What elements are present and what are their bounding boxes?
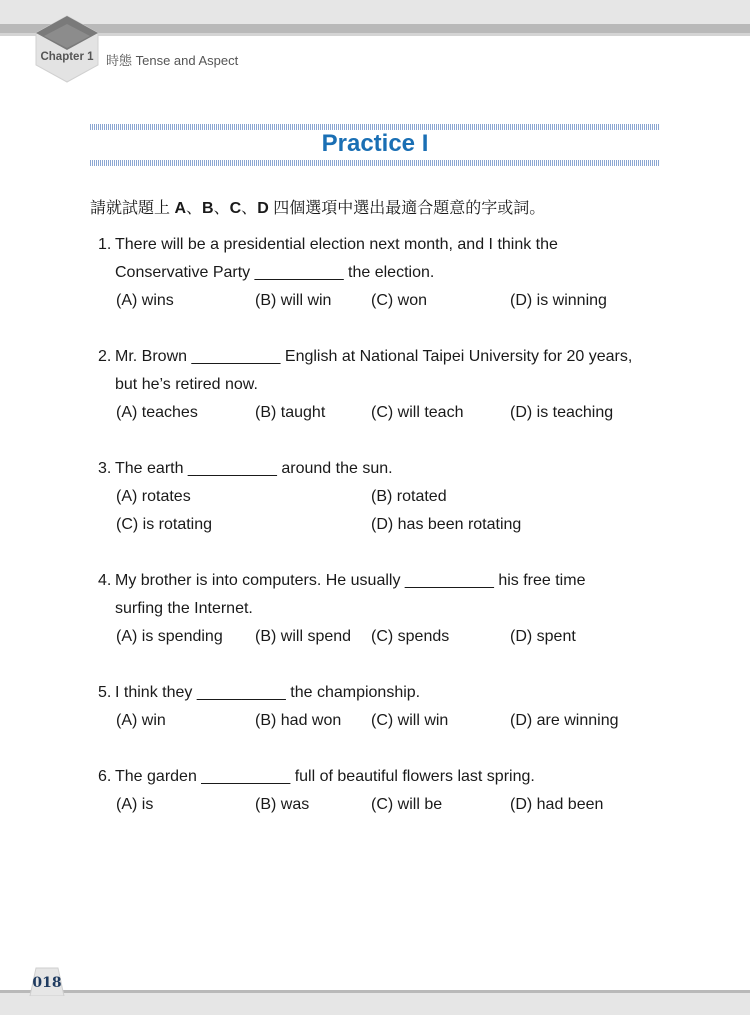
option-d: (D) is winning	[510, 292, 607, 309]
option-a: (A) wins	[116, 292, 174, 309]
instruction-text: 請就試題上 A、B、C、D 四個選項中選出最適合題意的字或詞。	[90, 200, 546, 217]
option-d: (D) spent	[510, 628, 576, 645]
question-text: I think they __________ the championship.	[115, 684, 421, 701]
instruction-letter-c: C	[229, 200, 242, 217]
option-d: (D) are winning	[510, 712, 619, 729]
page-number: 018	[32, 975, 62, 991]
header-rule-light	[0, 33, 750, 36]
question-number: 6.	[98, 768, 112, 785]
option-a: (A) is spending	[116, 628, 223, 645]
option-c: (C) will teach	[371, 404, 464, 421]
option-c: (C) will win	[371, 712, 449, 729]
question-number: 2.	[98, 348, 112, 365]
question-text: but he’s retired now.	[115, 376, 258, 393]
option-a: (A) win	[116, 712, 166, 729]
question-text: Mr. Brown __________ English at National Taipei University for 20 years,	[115, 348, 633, 365]
question-number: 5.	[98, 684, 112, 701]
option-b: (B) will spend	[255, 628, 352, 645]
chapter-label: Chapter 1	[40, 51, 94, 63]
option-c: (C) won	[371, 292, 428, 309]
question-number: 1.	[98, 236, 112, 253]
option-a: (A) is	[116, 796, 154, 813]
option-b: (B) was	[255, 796, 310, 813]
option-d: (D) has been rotating	[371, 516, 522, 533]
option-b: (B) taught	[255, 404, 326, 421]
question-text: My brother is into computers. He usually __________ his free time	[115, 572, 586, 589]
option-b: (B) will win	[255, 292, 332, 309]
question-text: The earth __________ around the sun.	[115, 460, 393, 477]
question-text: The garden __________ full of beautiful flowers last spring.	[115, 768, 535, 785]
chapter-title: 時態 Tense and Aspect	[106, 53, 239, 68]
instruction-letter-d: D	[257, 200, 269, 217]
option-d: (D) had been	[510, 796, 604, 813]
header-band	[0, 0, 750, 24]
option-a: (A) rotates	[116, 488, 191, 505]
option-c: (C) will be	[371, 796, 443, 813]
question-text: There will be a presidential election next month, and I think the	[115, 236, 558, 253]
option-c: (C) spends	[371, 628, 450, 645]
header-rule	[0, 24, 750, 33]
option-d: (D) is teaching	[510, 404, 614, 421]
page-title: Practice I	[321, 130, 429, 157]
option-a: (A) teaches	[116, 404, 198, 421]
question-number: 3.	[98, 460, 112, 477]
option-c: (C) is rotating	[116, 516, 213, 533]
question-number: 4.	[98, 572, 112, 589]
question-text: surfing the Internet.	[115, 600, 253, 617]
footer-band	[0, 993, 750, 1015]
instruction-letter-a: A	[174, 200, 187, 217]
instruction-prefix: 請就試題上	[90, 200, 175, 217]
chapter-hexagon-icon	[34, 14, 100, 84]
question-text: Conservative Party __________ the election.	[115, 264, 435, 281]
option-b: (B) rotated	[371, 488, 447, 505]
instruction-suffix: 四個選項中選出最適合題意的字或詞。	[268, 200, 546, 217]
instruction-letter-b: B	[202, 200, 214, 217]
title-rule-bottom	[90, 160, 660, 166]
option-b: (B) had won	[255, 712, 342, 729]
